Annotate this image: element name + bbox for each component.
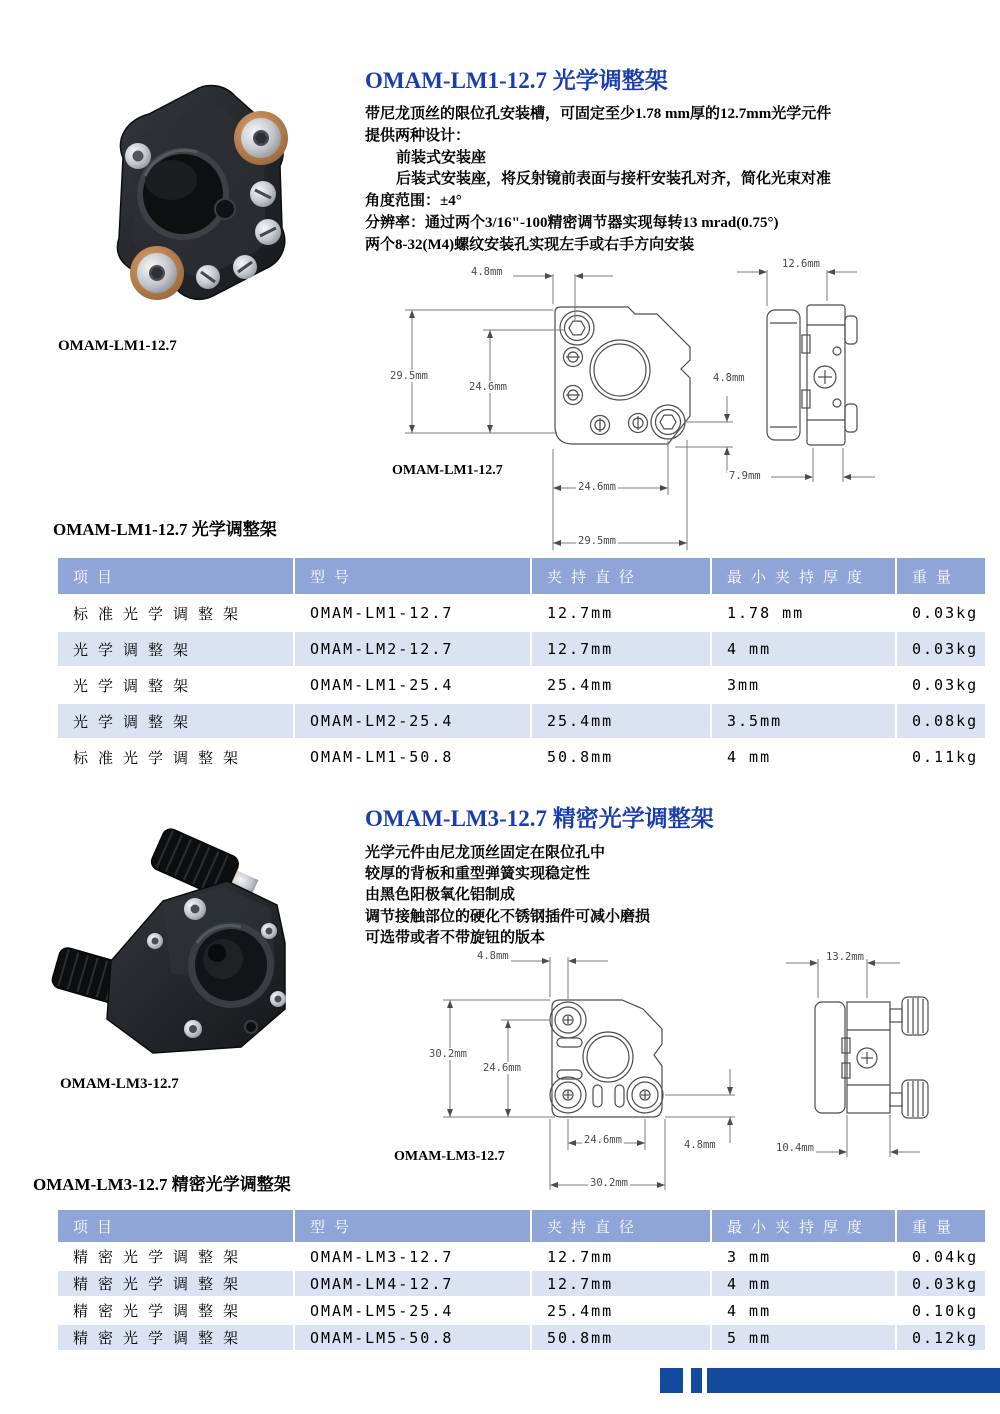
col-header-model: 型号: [295, 558, 532, 594]
adjuster-screw: [130, 246, 184, 300]
thickness-cell: 4 mm: [712, 1271, 897, 1296]
dim-label: 24.6mm: [584, 1134, 622, 1146]
col-header-model: 型号: [295, 1210, 532, 1242]
dim-label: 7.9mm: [729, 470, 761, 482]
section2-title: OMAM-LM3-12.7 精密光学调整架: [365, 806, 714, 831]
dim-label: 12.6mm: [782, 258, 820, 270]
thickness-cell: 3.5mm: [712, 704, 897, 738]
weight-cell: 0.03kg: [897, 632, 985, 666]
table-header-row: [58, 558, 985, 594]
thickness-cell: 3 mm: [712, 1244, 897, 1269]
dim-label: 4.8mm: [713, 372, 745, 384]
model-cell: OMAM-LM3-12.7: [295, 1244, 532, 1269]
dim-label: 10.4mm: [776, 1142, 814, 1154]
feature-line: 两个8-32(M4)螺纹安装孔实现左手或右手方向安装: [365, 236, 695, 253]
table-row: [58, 1244, 985, 1269]
table-row: [58, 1325, 985, 1350]
feature-line: 较厚的背板和重型弹簧实现稳定性: [365, 866, 591, 883]
diameter-cell: 12.7mm: [532, 1271, 712, 1296]
col-header-item: 项目: [58, 558, 295, 594]
table-row: [58, 668, 985, 702]
table-row: [58, 596, 985, 630]
diameter-cell: 12.7mm: [532, 632, 712, 666]
thickness-cell: 4 mm: [712, 1298, 897, 1323]
feature-line: 可选带或者不带旋钮的版本: [365, 929, 546, 946]
drawing-caption-lm1: OMAM-LM1-12.7: [392, 463, 503, 478]
dim-label: 24.6mm: [578, 481, 616, 493]
weight-cell: 0.12kg: [897, 1325, 985, 1350]
dim-label: 4.8mm: [477, 950, 509, 962]
photo-caption-lm1: OMAM-LM1-12.7: [58, 338, 177, 354]
weight-cell: 0.10kg: [897, 1298, 985, 1323]
col-header-weight: 重量: [897, 1210, 985, 1242]
item-cell: 精密光学调整架: [58, 1244, 295, 1269]
model-cell: OMAM-LM4-12.7: [295, 1271, 532, 1296]
dim-label: 13.2mm: [826, 951, 864, 963]
feature-line: 前装式安装座: [396, 149, 487, 166]
item-cell: 光学调整架: [58, 632, 295, 666]
product-photo-lm3: [45, 813, 300, 1071]
photo-caption-lm3: OMAM-LM3-12.7: [60, 1076, 179, 1092]
dim-label: 24.6mm: [483, 1062, 521, 1074]
table-row: [58, 1271, 985, 1296]
diameter-cell: 12.7mm: [532, 1244, 712, 1269]
model-cell: OMAM-LM5-50.8: [295, 1325, 532, 1350]
thickness-cell: 4 mm: [712, 632, 897, 666]
model-cell: OMAM-LM1-25.4: [295, 668, 532, 702]
drawing-caption-lm3: OMAM-LM3-12.7: [394, 1149, 505, 1164]
thickness-cell: 1.78 mm: [712, 596, 897, 630]
table-row: [58, 1298, 985, 1323]
diameter-cell: 12.7mm: [532, 596, 712, 630]
weight-cell: 0.03kg: [897, 668, 985, 702]
model-cell: OMAM-LM1-50.8: [295, 740, 532, 774]
section1-title: OMAM-LM1-12.7 光学调整架: [365, 68, 668, 93]
item-cell: 精密光学调整架: [58, 1298, 295, 1323]
diameter-cell: 25.4mm: [532, 668, 712, 702]
table2-heading: OMAM-LM3-12.7 精密光学调整架: [33, 1175, 291, 1194]
spec-table-lm3: [58, 1208, 985, 1352]
dim-label: 29.5mm: [390, 370, 428, 382]
table1-heading: OMAM-LM1-12.7 光学调整架: [53, 520, 277, 539]
feature-line: 带尼龙顶丝的限位孔安装槽，可固定至少1.78 mm厚的12.7mm光学元件: [365, 106, 832, 122]
table-row: [58, 740, 985, 774]
technical-drawing-lm1: [385, 250, 1000, 560]
feature-line: 分辨率：通过两个3/16"-100精密调节器实现每转13 mrad(0.75°): [365, 214, 779, 231]
feature-line: 角度范围：±4°: [365, 193, 462, 210]
feature-line: 调节接触部位的硬化不锈钢插件可减小磨损: [365, 908, 651, 925]
model-cell: OMAM-LM1-12.7: [295, 596, 532, 630]
dim-label: 30.2mm: [429, 1048, 467, 1060]
model-cell: OMAM-LM2-12.7: [295, 632, 532, 666]
item-cell: 精密光学调整架: [58, 1271, 295, 1296]
col-header-diameter: 夹持直径: [532, 558, 712, 594]
model-cell: OMAM-LM5-25.4: [295, 1298, 532, 1323]
section2-feature-list: [365, 843, 650, 949]
col-header-thickness: 最小夹持厚度: [712, 558, 897, 594]
weight-cell: 0.03kg: [897, 1271, 985, 1296]
item-cell: 标准光学调整架: [58, 596, 295, 630]
feature-line: 提供两种设计：: [365, 127, 471, 144]
col-header-weight: 重量: [897, 558, 985, 594]
table-header-row: [58, 1210, 985, 1242]
diameter-cell: 25.4mm: [532, 704, 712, 738]
col-header-thickness: 最小夹持厚度: [712, 1210, 897, 1242]
feature-line: 由黑色阳极氧化铝制成: [365, 887, 516, 904]
thickness-cell: 3mm: [712, 668, 897, 702]
weight-cell: 0.08kg: [897, 704, 985, 738]
table-row: [58, 632, 985, 666]
footer-bar-square: [660, 1368, 683, 1393]
spec-table-lm1: [58, 556, 985, 776]
table-row: [58, 704, 985, 738]
footer-bar-long: [707, 1368, 1000, 1393]
product-photo-lm1: [65, 66, 300, 311]
diameter-cell: 25.4mm: [532, 1298, 712, 1323]
dim-label: 4.8mm: [471, 266, 503, 278]
col-header-item: 项目: [58, 1210, 295, 1242]
col-header-diameter: 夹持直径: [532, 1210, 712, 1242]
adjuster-screw: [234, 111, 288, 165]
section1-feature-list: [365, 104, 831, 257]
dim-label: 30.2mm: [590, 1177, 628, 1189]
dim-label: 24.6mm: [469, 381, 507, 393]
item-cell: 光学调整架: [58, 668, 295, 702]
dim-label: 29.5mm: [578, 535, 616, 547]
feature-line: 光学元件由尼龙顶丝固定在限位孔中: [365, 845, 606, 861]
weight-cell: 0.11kg: [897, 740, 985, 774]
feature-line: 后装式安装座，将反射镜前表面与接杆安装孔对齐，简化光束对准: [396, 171, 832, 188]
diameter-cell: 50.8mm: [532, 1325, 712, 1350]
dim-label: 4.8mm: [684, 1139, 716, 1151]
item-cell: 光学调整架: [58, 704, 295, 738]
diameter-cell: 50.8mm: [532, 740, 712, 774]
weight-cell: 0.03kg: [897, 596, 985, 630]
item-cell: 精密光学调整架: [58, 1325, 295, 1350]
thickness-cell: 4 mm: [712, 740, 897, 774]
footer-bar-thin: [691, 1368, 702, 1393]
model-cell: OMAM-LM2-25.4: [295, 704, 532, 738]
weight-cell: 0.04kg: [897, 1244, 985, 1269]
item-cell: 标准光学调整架: [58, 740, 295, 774]
thickness-cell: 5 mm: [712, 1325, 897, 1350]
